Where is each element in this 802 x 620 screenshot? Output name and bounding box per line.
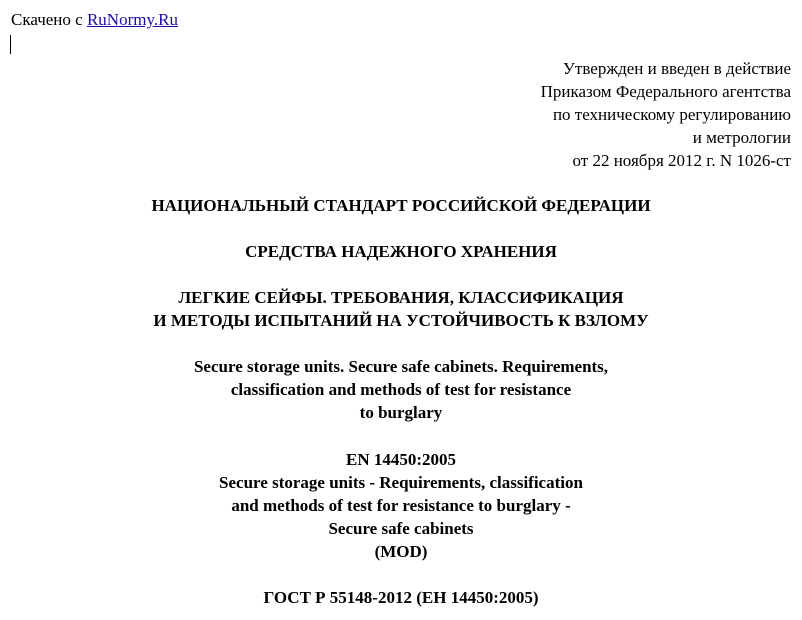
english-title: [0, 355, 802, 424]
downloaded-prefix: Скачено с: [11, 10, 83, 29]
approval-line: от 22 ноября 2012 г. N 1026-ст: [572, 151, 791, 170]
text-cursor: [10, 35, 11, 54]
storage-units-heading: [0, 240, 802, 263]
en-standard-reference: [0, 448, 802, 563]
gost-designation: [0, 586, 802, 609]
site-link[interactable]: RuNormy.Ru: [86, 10, 178, 29]
approval-line: Утвержден и введен в действие: [562, 59, 791, 78]
national-standard-heading: [0, 194, 802, 217]
heading-line: Secure storage units. Secure safe cabinets. Requirements,: [193, 357, 609, 376]
heading-line: (MOD): [374, 542, 428, 561]
heading-line: НАЦИОНАЛЬНЫЙ СТАНДАРТ РОССИЙСКОЙ ФЕДЕРАЦИИ: [151, 196, 651, 215]
downloaded-from-line: [11, 10, 178, 30]
approval-block: [541, 57, 791, 172]
safes-title: [0, 286, 802, 332]
heading-line: to burglary: [359, 403, 443, 422]
heading-line: and methods of test for resistance to burglary -: [231, 496, 571, 515]
approval-line: Приказом Федерального агентства: [540, 82, 791, 101]
heading-line: ЛЕГКИЕ СЕЙФЫ. ТРЕБОВАНИЯ, КЛАССИФИКАЦИЯ: [178, 288, 624, 307]
heading-line: ГОСТ Р 55148-2012 (ЕН 14450:2005): [263, 588, 539, 607]
heading-line: EN 14450:2005: [345, 450, 457, 469]
approval-line: и метрологии: [692, 128, 791, 147]
heading-line: Secure safe cabinets: [328, 519, 474, 538]
approval-line: по техническому регулированию: [552, 105, 791, 124]
heading-line: Secure storage units - Requirements, classification: [219, 473, 583, 492]
heading-line: classification and methods of test for resistance: [230, 380, 572, 399]
heading-line: СРЕДСТВА НАДЕЖНОГО ХРАНЕНИЯ: [245, 242, 557, 261]
heading-line: И МЕТОДЫ ИСПЫТАНИЙ НА УСТОЙЧИВОСТЬ К ВЗЛОМУ: [153, 311, 649, 330]
